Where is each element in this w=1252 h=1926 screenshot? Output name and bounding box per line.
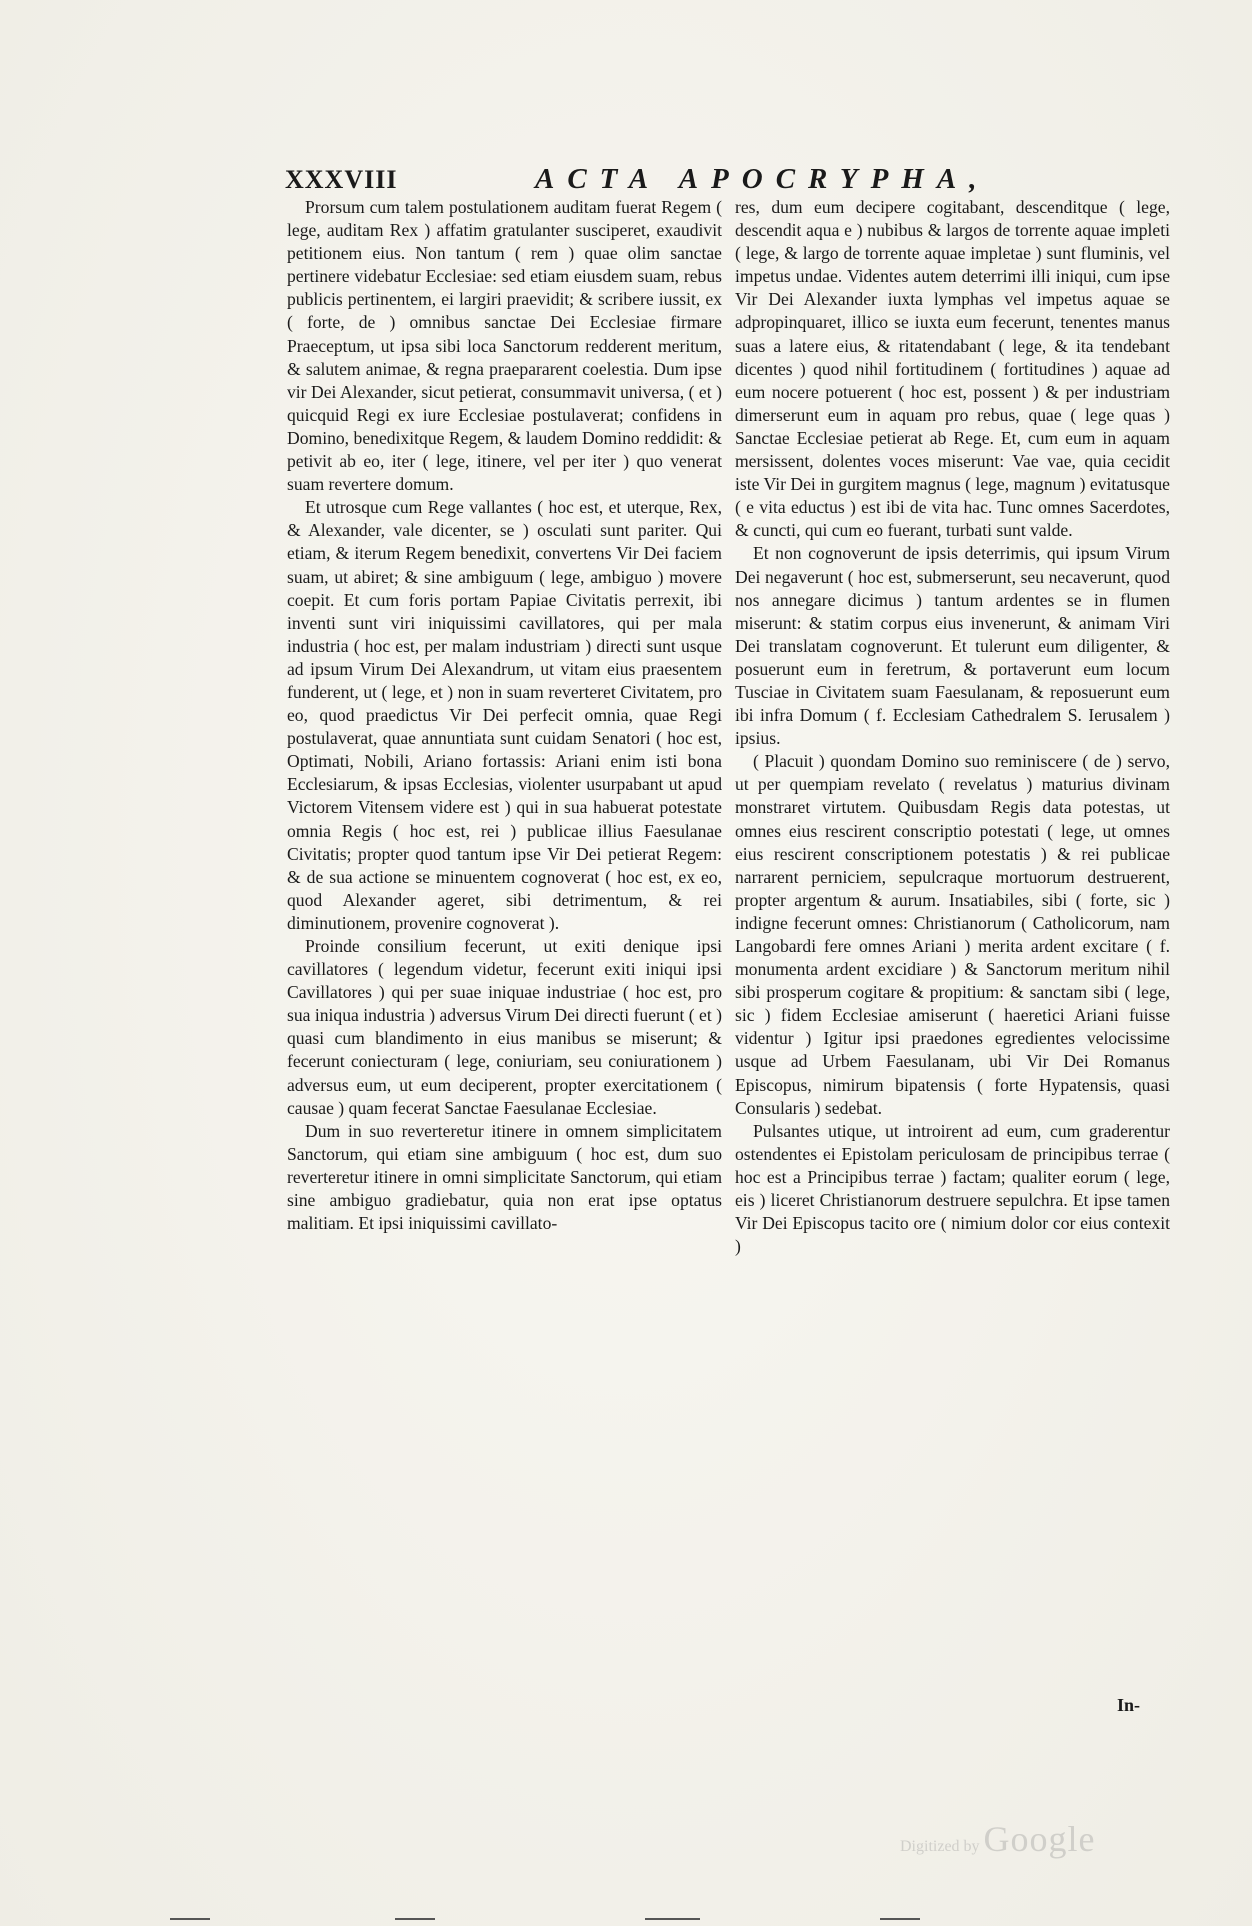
page-number: XXXVIII xyxy=(285,165,398,194)
page-header xyxy=(285,165,1170,199)
paragraph: Pulsantes utique, ut introirent ad eum, cum graderentur ostendentes ei Epistolam periculosam de principibus terrae ( hoc est a Principibus terrae ) factam; qualiter eorum ( lege, eis ) liceret Christianorum destruere sepulchra. Et ipse tamen Vir Dei Episcopus tacito ore ( nimium dolor cor eius contexit ) xyxy=(735,1120,1170,1257)
catchword: In- xyxy=(1117,1695,1141,1715)
paragraph: Prorsum cum talem postulationem auditam fuerat Regem ( lege, auditam Rex ) affatim gratulanter susciperet, exaudivit petitionem eius. Non tantum ( rem ) quae olim sanctae pertinere videbatur Ecclesiae: sed etiam eiusdem suam, rebus publicis pertinentem, ei largiri praevidit; & scribere iussit, ex ( forte, de ) omnibus sanctae Dei Ecclesiae firmare Praeceptum, ut ipsa sibi loca Sanctorum redderent meritum, & salutem animae, & regna praepararent coelestia. Dum ipse vir Dei Alexander, sicut petierat, consummavit universa, ( et ) quicquid Regi ex iure Ecclesiae postulaverat; confidens in Domino, benedixitque Regem, & laudem Domino reddidit: & petivit ab eo, iter ( lege, itinere, vel per iter ) quo venerat suam revertere domum. xyxy=(287,197,722,495)
watermark-prefix: Digitized by xyxy=(900,1838,980,1855)
paragraph: Et non cognoverunt de ipsis deterrimis, qui ipsum Virum Dei negaverunt ( hoc est, submerserunt, seu necaverunt, quod nos annegare dicimus ) tantum ardentes se in flumen miserunt: & statim corpus eius invenerunt, & animam Viri Dei translatam cognoverunt. Et tulerunt eum diligenter, & posuerunt eum in feretrum, & portaverunt eum locum Tusciae in Civitatem suam Faesulanam, & reposuerunt eum ibi infra Domum ( f. Ecclesiam Cathedralem S. Ierusalem ) ipsius. xyxy=(735,543,1170,749)
right-column xyxy=(735,196,1170,1258)
scan-edge-mark xyxy=(645,1918,700,1920)
running-title: ACTA APOCRYPHA, xyxy=(535,163,990,195)
scan-edge-mark xyxy=(395,1918,435,1920)
paragraph: res, dum eum decipere cogitabant, descenditque ( lege, descendit aqua e ) nubibus & largos de torrente aquae impleti ( lege, & largo de torrente aquae impletae ) sunt fluminis, vel impetus undae. Videntes autem deterrimi illi iniqui, cum ipse Vir Dei Alexander iuxta lymphas vel impetus aquae se adpropinquaret, illico se iuxta eum fecerunt, tenentes manus suas a latere eius, & ritatendabant ( lege, & ita tendebant dicentes ) quod nihil fortitudinem ( fortitudines ) aquae ad eum nocere potuerent ( hoc est, possent ) & per industriam dimerserunt eum in aquam pro rebus, quae ( lege quas ) Sanctae Ecclesiae petierat ab Rege. Et, cum eum in aquam mersissent, dolentes voces miserunt: Vae vae, quia cecidit iste Vir Dei in gurgitem magnus ( lege, magnum ) evitatusque ( e vita eductus ) est ibi de vita hac. Tunc omnes Sacerdotes, & cuncti, qui cum eo fuerant, turbati sunt valde. xyxy=(735,197,1170,541)
scan-edge-mark xyxy=(170,1918,210,1920)
paragraph: Proinde consilium fecerunt, ut exiti denique ipsi cavillatores ( legendum videtur, fecerunt exiti iniqui ipsi Cavillatores ) qui per suae iniquae industriae ( hoc est, pro sua iniqua industria ) adversus Virum Dei directi fuerunt ( et ) quasi cum blandimento in eius manibus se miserunt; & fecerunt coniecturam ( lege, coniuriam, seu coniurationem ) adversus eum, ut eum deciperent, propter exercitationem ( causae ) quam fecerat Sanctae Faesulanae Ecclesiae. xyxy=(287,936,722,1118)
scan-edge-mark xyxy=(880,1918,920,1920)
paragraph: ( Placuit ) quondam Domino suo reminiscere ( de ) servo, ut per quempiam revelato ( revelatus ) maturius divinam monstraret virtutem. Quibusdam Regis data potestas, ut omnes eius rescirent conscriptio potestati ( lege, ut omnes eius rescirent conscriptionem potestatis ) & rei publicae narrarent perniciem, sepulcraque mortuorum destruerent, propter argentum & aurum. Insatiabiles, sibi ( forte, sic ) indigne fecerunt omnes: Christianorum ( Catholicorum, nam Langobardi fere omnes Ariani ) merita ardent excitare ( f. monumenta ardent excidiare ) & Sanctorum meritum nihil sibi prosperum cogitare & propitium: & sanctam sibi ( lege, sic ) fidem Ecclesiae amiserunt ( haeretici Ariani fuisse videntur ) Igitur ipsi praedones egredientes velocissime usque ad Urbem Faesulanam, ubi Vir Dei Romanus Episcopus, nimirum bipatensis ( forte Hypatensis, quasi Consularis ) sedebat. xyxy=(735,751,1170,1118)
digitization-watermark xyxy=(900,1818,1096,1860)
watermark-brand: Google xyxy=(983,1819,1096,1859)
paragraph: Et utrosque cum Rege vallantes ( hoc est, et uterque, Rex, & Alexander, vale dicenter, se ) osculati sunt pariter. Qui etiam, & iterum Regem benedixit, convertens Vir Dei faciem suam, ut abiret; & sine ambiguum ( lege, ambiguo ) movere coepit. Et cum foris portam Papiae Civitatis perrexit, ibi inventi sunt viri iniquissimi cavillatores, qui per mala industria ( hoc est, per malam industriam ) directi sunt usque ad ipsum Virum Dei Alexandrum, ut vitam eius praesentem funderent, ut ( lege, et ) non in suam reverteret Civitatem, pro eo, quod praedictus Vir Dei perfecit omnia, quae Regi postulaverat, quae annuntiata sunt cuidam Senatori ( hoc est, Optimati, Nobili, Ariano fortassis: Ariani enim isti bona Ecclesiarum, & ipsas Ecclesias, violenter usurpabant ut apud Victorem Vitensem videre est ) qui in sua habuerat potestate omnia Regis ( hoc est, rei ) publicae illius Faesulanae Civitatis; propter quod tantum ipse Vir Dei petierat Regem: & de sua actione se minuentem cognoverat ( hoc est, ex eo, quod Alexander ageret, sibi detrimentum, & rei diminutionem, provenire cognoverat ). xyxy=(287,497,722,933)
paragraph: Dum in suo reverteretur itinere in omnem simplicitatem Sanctorum, qui etiam sine ambiguum ( hoc est, dum suo reverteretur itinere in omni simplicitate Sanctorum, qui etiam sine ambiguo gradiebatur, quia non erat ipse optatus malitiam. Et ipsi iniquissimi cavillato- xyxy=(287,1120,722,1234)
left-column xyxy=(287,196,722,1235)
